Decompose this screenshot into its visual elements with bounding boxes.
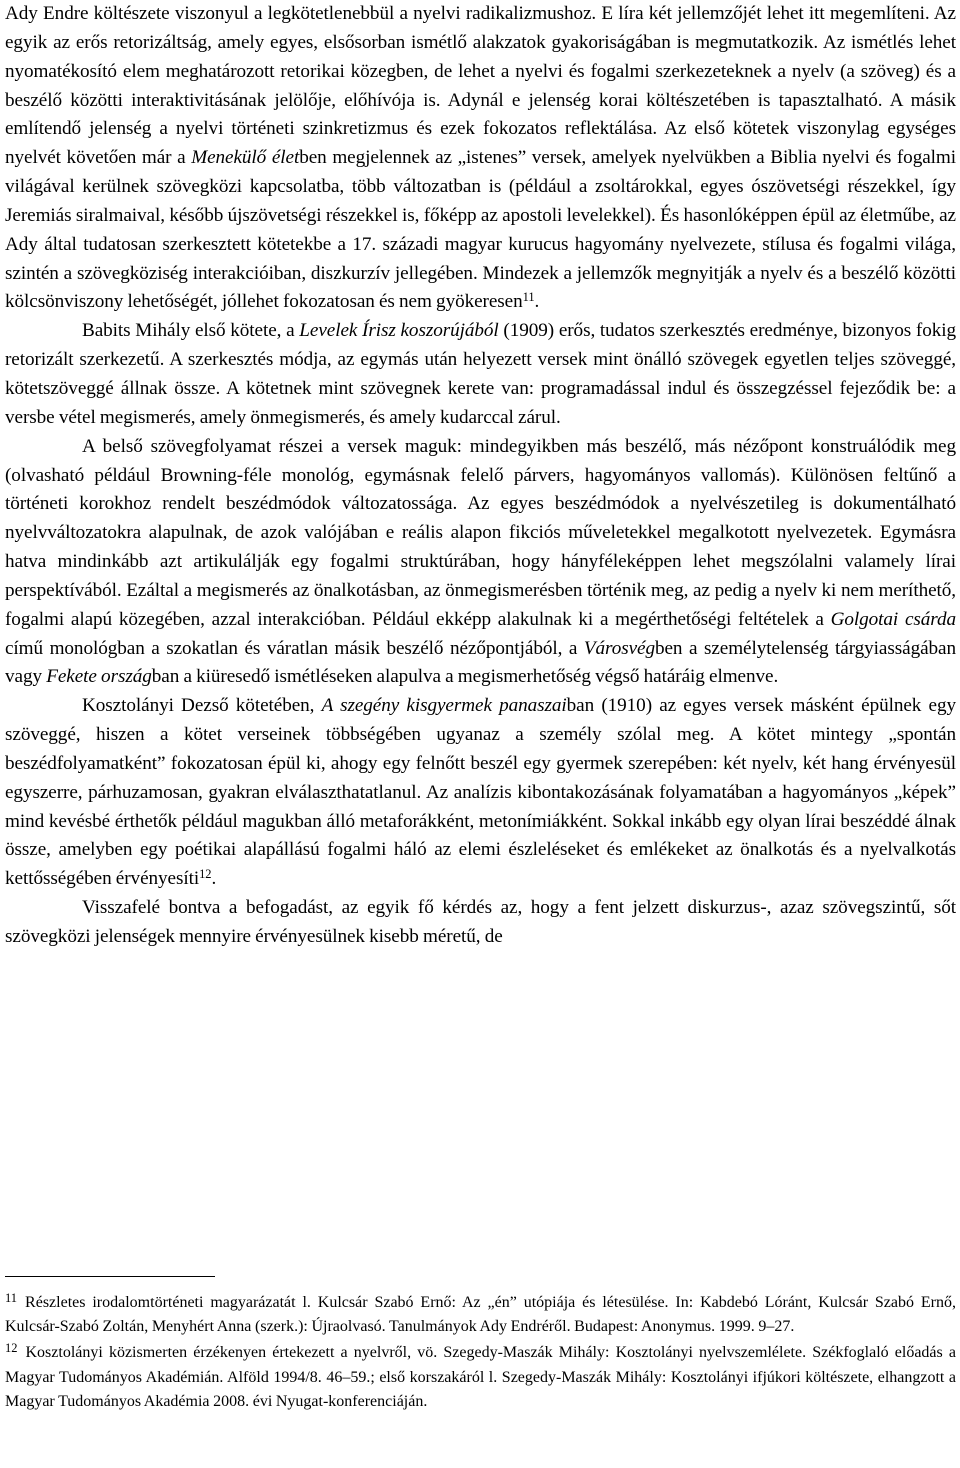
italic-title-fragment: Fekete ország (46, 666, 152, 688)
footnote-reference: 12 (199, 867, 212, 882)
italic-title-fragment: Városvég (583, 637, 655, 659)
footnotes (5, 1291, 956, 1416)
italic-title-fragment: Menekülő élet (191, 147, 300, 169)
footnote (5, 1341, 956, 1414)
italic-title-fragment: Golgotai csárda (830, 608, 956, 630)
footnote-separator (5, 1276, 215, 1277)
italic-title-fragment: Levelek Írisz koszorújából (299, 320, 499, 342)
document-page (5, 0, 957, 1410)
text-fragment: . (534, 291, 540, 313)
paragraph (5, 692, 956, 894)
paragraph (5, 317, 956, 432)
text-fragment: Babits Mihály első kötete, a (82, 320, 300, 342)
text-fragment: ban (1910) az egyes versek másként épülnek egy szöveggé, hiszen a kötet verseinek többségében ugyanaz a személy szólal meg. A kötet mintegy „spontán beszédfolyamatként” fokozatosan épül ki, ahogy egy felnőtt beszél egy gyermek szerepében: két nyelv, két hang érvényesül egyszerre, párhuzamosan, gyakran elválaszthatatlanul. Az analízis kibontakozásának folyamatában a hagyományos „képek” mind kevésbé érthetők például magukban álló metaforákként, metonímiákként. Sokkal inkább egy olyan lírai beszéddé álnak össze, amelyben egy poétikai alapállású fogalmi háló az elemi észleléseket és emlékeket az önalkotás és a nyelvalkotás kettősségében érvényesíti (5, 695, 956, 890)
text-fragment: Ady Endre költészete viszonyul a legkötetlenebbül a nyelvi radikalizmushoz. E líra két jellemzőjét lehet itt megemlíteni. Az egyik az erős retorizáltság, amely egyes, elsősorban ismétlő alakzatok gyakoriságában is megmutatkozik. Az ismétlés lehet nyomatékosító elem meghatározott retorikai közegben, de lehet a nyelvi és fogalmi szerkezeteknek a nyelv (a szöveg) és a beszélő közötti interaktivitásának jelölője, előhívója is. Adynál e jelenség korai költészetében is tapasztalható. A másik említendő jelenség a nyelvi történeti szinkretizmus és ezek fokozatos reflektálása. Az első kötetek viszonylag egységes nyelvét követően már a (5, 3, 956, 169)
footnote-reference: 11 (522, 290, 535, 305)
paragraph (5, 433, 956, 693)
text-fragment: Kosztolányi Dezső kötetében, (82, 695, 322, 717)
footnote-number: 11 (5, 1291, 18, 1305)
main-text (5, 0, 956, 952)
text-fragment: Visszafelé bontva a befogadást, az egyik fő kérdés az, hogy a fent jelzett diskurzus-, azaz szövegszintű, sőt szövegközi jelenségek mennyire érvényesülnek kisebb méretű, de (5, 897, 956, 947)
text-fragment: című monológban a szokatlan és váratlan másik beszélő nézőpontjából, a (5, 637, 584, 659)
italic-title-fragment: A szegény kisgyermek panaszai (321, 695, 567, 717)
paragraph (5, 894, 956, 952)
text-fragment: ban a kiüresedő ismétléseken alapulva a megismerhetőség végső határáig elmenve. (151, 666, 779, 688)
footnote (5, 1291, 956, 1339)
text-fragment: . (211, 868, 217, 890)
text-fragment: ben a személytelenség tárgyiasságában vagy (5, 637, 956, 688)
footnote-number: 12 (5, 1341, 18, 1356)
paragraph (5, 0, 956, 317)
text-fragment: ben megjelennek az „istenes” versek, amelyek nyelvükben a Biblia nyelvi és fogalmi világával kerülnek szövegközi kapcsolatba, több változatban is (például a zsoltárokkal, egyes ószövetségi részekkel, így Jeremiás siralmaival, később újszövetségi részekkel is, főképp az apostoli levelekkel). És hasonlóképpen épül az életműbe, az Ady által tudatosan szerkesztett kötetekbe a 17. századi magyar kurucus hagyomány nyelvezete, stílusa és fogalmi világa, szintén a szövegköziség interakcióiban, diszkurzív jellegében. Mindezek a jellemzők megnyitják a nyelv és a beszélő közötti kölcsönviszony lehetőségét, jóllehet fokozatosan és nem gyökeresen (5, 147, 956, 313)
text-fragment: (1909) erős, tudatos szerkesztés eredménye, bizonyos fokig retorizált szerkezetű. A szerkesztés módja, az egymás után helyezett versek mint önálló szövegek egyetlen teljes szöveggé, kötetszöveggé állnak össze. A kötetnek mint szövegnek kerete van: programadással indul és összegzéssel fejeződik be: a versbe vétel megismerés, amely önmegismerés, és amely kudarccal zárul. (5, 320, 957, 428)
text-fragment: A belső szövegfolyamat részei a versek maguk: mindegyikben más beszélő, más nézőpont konstruálódik meg (olvasható például Browning-féle monológ, egymásnak felelő párvers, hagyományos vallomás). Különösen feltűnő a történeti korokhoz rendelt beszédmódok változatossága. Az egyes beszédmódok a nyelvészetileg is dokumentálható nyelvváltozatokra alapulnak, de azok valójában e reális alapon fikciós műveletekkel megalkotott nyelvezetek. Egymásra hatva mindinkább azt artikulálják egy fogalmi struktúrában, hogy hányféleképpen lehet megszólalni valamely lírai perspektívából. Ezáltal a megismerés az önalkotásban, az önmegismerésben történik meg, az pedig a nyelv ki nem meríthető, fogalmi alapú közegében, azzal interakcióban. Például ekképp alakulnak ki a megérthetőségi feltételek a (5, 435, 956, 630)
footnote-text: Részletes irodalomtörténeti magyarázatát l. Kulcsár Szabó Ernő: Az „én” utópiája és létesülése. In: Kabdebó Lóránt, Kulcsár Szabó Ernő, Kulcsár-Szabó Zoltán, Menyhért Anna (szerk.): Újraolvasó. Tanulmányok Ady Endréről. Budapest: Anonymus. 1999. 9–27. (5, 1294, 956, 1336)
footnote-text: Kosztolányi közismerten érzékenyen értekezett a nyelvről, vö. Szegedy-Maszák Mihály: Kosztolányi nyelvszemlélete. Székfoglaló előadás a Magyar Tudományos Akadémián. Alföld 1994/8. 46–59.; első korszakáról l. Szegedy-Maszák Mihály: Kosztolányi ifjúkori költészete, elhangzott a Magyar Tudományos Akadémia 2008. évi Nyugat-konferenciáján. (5, 1344, 956, 1410)
